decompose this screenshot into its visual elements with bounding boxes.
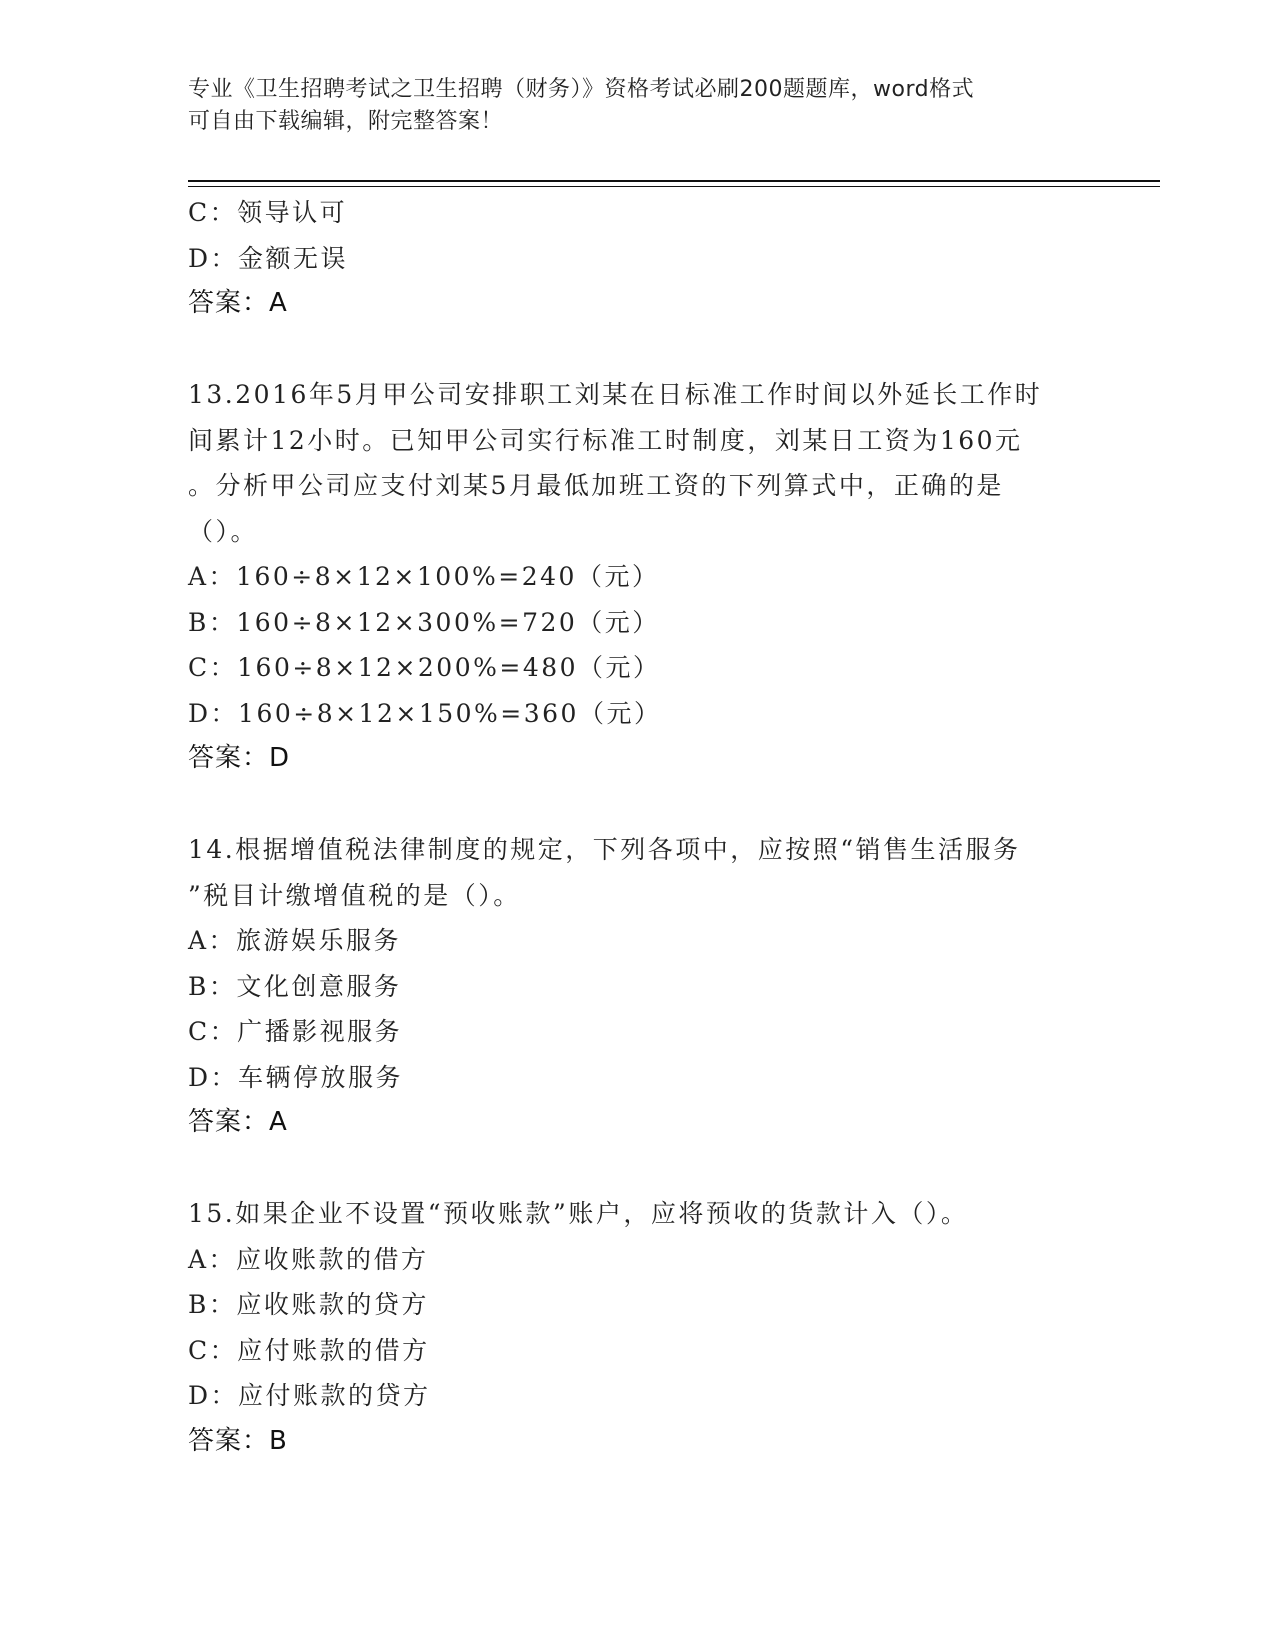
answer: 答案：A <box>188 288 288 318</box>
option-d: D：应付账款的贷方 <box>188 1381 431 1410</box>
spacer <box>188 327 1088 373</box>
answer: 答案：D <box>188 743 291 773</box>
question-text: 13.2016年5月甲公司安排职工刘某在日标准工作时间以外延长工作时 <box>188 380 1043 409</box>
option-d: D：金额无误 <box>188 243 349 273</box>
option-b: B：文化创意服务 <box>188 971 402 1001</box>
question-15 <box>188 1191 1088 1464</box>
option-c: C：160÷8×12×200%=480（元） <box>188 653 661 682</box>
answer: 答案：A <box>188 1107 288 1137</box>
question-text: 15.如果企业不设置“预收账款”账户，应将预收的货款计入（）。 <box>188 1199 969 1228</box>
header-divider-thick <box>188 180 1160 182</box>
question-14 <box>188 827 1088 1146</box>
option-d: D：160÷8×12×150%=360（元） <box>188 698 662 728</box>
question-text: 。分析甲公司应支付刘某5月最低加班工资的下列算式中，正确的是 <box>188 471 1004 500</box>
option-c: C：广播影视服务 <box>188 1017 403 1046</box>
header-title-line-2: 可自由下载编辑，附完整答案！ <box>188 109 504 134</box>
header-title-line-1: 专业《卫生招聘考试之卫生招聘（财务）》资格考试必刷200题题库，word格式 <box>188 77 975 102</box>
spacer <box>188 1146 1088 1192</box>
option-a: A：应收账款的借方 <box>188 1244 429 1274</box>
option-d: D：车辆停放服务 <box>188 1062 404 1092</box>
spacer <box>188 782 1088 828</box>
question-text: 间累计12小时。已知甲公司实行标准工时制度，刘某日工资为160元 <box>188 425 1023 455</box>
header-divider-thin <box>188 186 1160 187</box>
option-a: A：160÷8×12×100%=240（元） <box>188 562 660 591</box>
answer: 答案：B <box>188 1425 288 1456</box>
question-13 <box>188 372 1088 782</box>
page-header <box>188 74 1068 138</box>
question-text: 14.根据增值税法律制度的规定，下列各项中，应按照“销售生活服务 <box>188 835 1021 864</box>
option-c: C：领导认可 <box>188 198 348 227</box>
option-a: A：旅游娱乐服务 <box>188 926 402 955</box>
option-b: B：160÷8×12×300%=720（元） <box>188 607 660 637</box>
question-text: ”税目计缴增值税的是（）。 <box>188 880 521 910</box>
option-b: B：应收账款的贷方 <box>188 1290 429 1319</box>
question-12-remainder <box>188 190 1088 327</box>
document-body <box>188 190 1088 1464</box>
option-c: C：应付账款的借方 <box>188 1335 430 1365</box>
question-text: （）。 <box>188 516 259 546</box>
